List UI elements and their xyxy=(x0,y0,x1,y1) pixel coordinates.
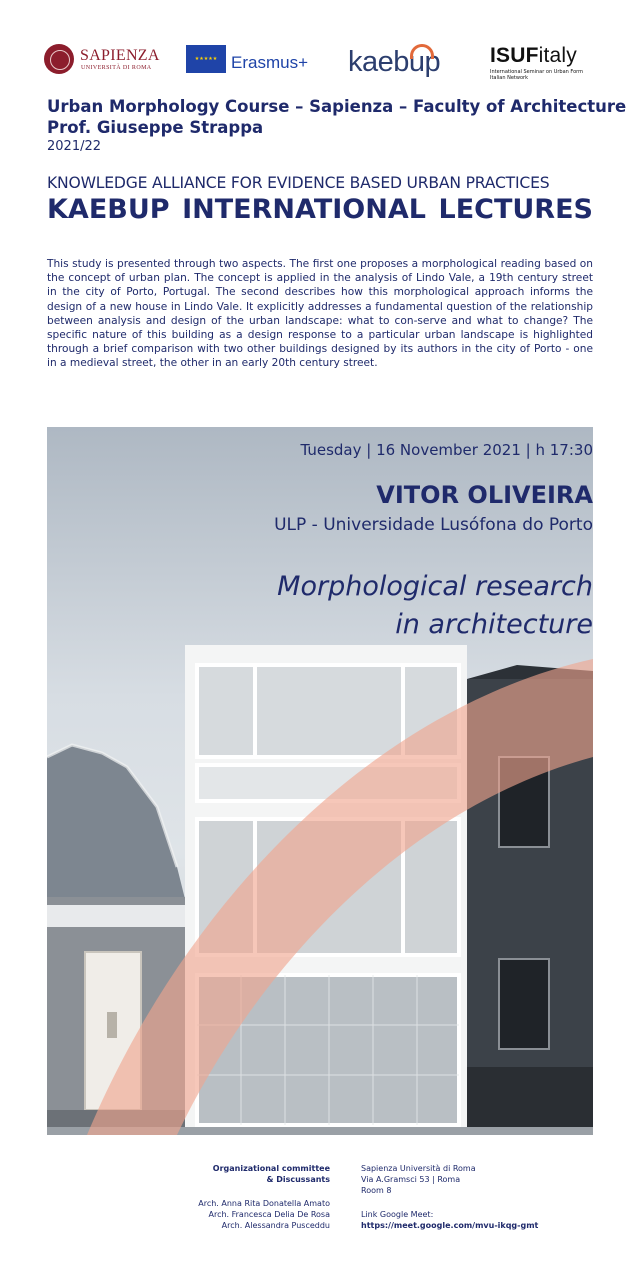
member-item: Arch. Francesca Delia De Rosa xyxy=(208,1210,330,1219)
right-house-window-lower xyxy=(499,959,549,1049)
meet-link[interactable]: https://meet.google.com/mvu-ikqg-gmt xyxy=(361,1221,539,1230)
meet-label: Link Google Meet: xyxy=(361,1210,434,1219)
erasmus-logo xyxy=(186,45,326,77)
kaebup-logo xyxy=(348,42,458,82)
kaebup-logo-name: kaebup xyxy=(348,46,441,78)
academic-year: 2021/22 xyxy=(47,139,102,154)
lectures-word-2: INTERNATIONAL xyxy=(182,194,426,225)
lecture-title-line-2: in architecture xyxy=(395,609,593,640)
isuf-logo xyxy=(490,44,600,84)
venue-address: Sapienza Università di Roma Via A.Gramsci 53 | Roma Room 8 xyxy=(361,1164,476,1195)
lectures-word-1: KAEBUP xyxy=(47,194,170,225)
speaker-name: VITOR OLIVEIRA xyxy=(376,481,593,509)
sapienza-logo-sub: UNIVERSITÀ DI ROMA xyxy=(81,65,152,71)
eu-flag-icon: ★★★★★ xyxy=(186,45,226,73)
sapienza-logo-name: SAPIENZA xyxy=(80,47,160,64)
left-mountain xyxy=(47,745,187,907)
erasmus-logo-name: Erasmus+ xyxy=(231,53,308,72)
lectures-word-3: LECTURES xyxy=(438,194,593,225)
professor-name: Prof. Giuseppe Strappa xyxy=(47,118,264,137)
event-date: Tuesday | 16 November 2021 | h 17:30 xyxy=(300,441,593,459)
lectures-heading xyxy=(47,194,593,225)
sapienza-seal-icon xyxy=(44,44,74,74)
sapienza-logo xyxy=(44,44,160,78)
committee-members xyxy=(198,1198,330,1231)
lecture-title-line-1: Morphological research xyxy=(277,571,593,602)
event-photo-panel xyxy=(47,427,593,1135)
isuf-logo-sub: International Seminar on Urban Form Italian Network xyxy=(490,69,584,81)
speaker-affiliation: ULP - Universidade Lusófona do Porto xyxy=(274,515,593,535)
alliance-heading: KNOWLEDGE ALLIANCE FOR EVIDENCE BASED URBAN PRACTICES xyxy=(47,174,550,192)
member-item: Arch. Alessandra Pusceddu xyxy=(221,1221,330,1230)
isuf-logo-name: ISUFitaly xyxy=(490,44,577,67)
abstract-text: This study is presented through two aspects. The first one proposes a morphological reading based on the concept of urban plan. The concept is applied in the analysis of Lindo Vale, a 19th century street in the city of Porto, Portugal. The second describes how this morphological approach informs the design of a new house in Lindo Vale. It explicitly addresses a fundamental question of the relationship between analysis and design of the urban landscape: what to con-serve and what to change? The specific nature of this building as a design response to a particular urban landscape is highlighted through a brief comparison with two other buildings designed by its authors in the city of Porto - one in a medieval street, the other in an early 20th century street. xyxy=(47,258,593,370)
committee-heading: Organizational committee & Discussants xyxy=(212,1164,330,1184)
course-title: Urban Morphology Course – Sapienza – Faculty of Architecture xyxy=(47,97,627,116)
member-item: Arch. Anna Rita Donatella Amato xyxy=(198,1199,330,1208)
